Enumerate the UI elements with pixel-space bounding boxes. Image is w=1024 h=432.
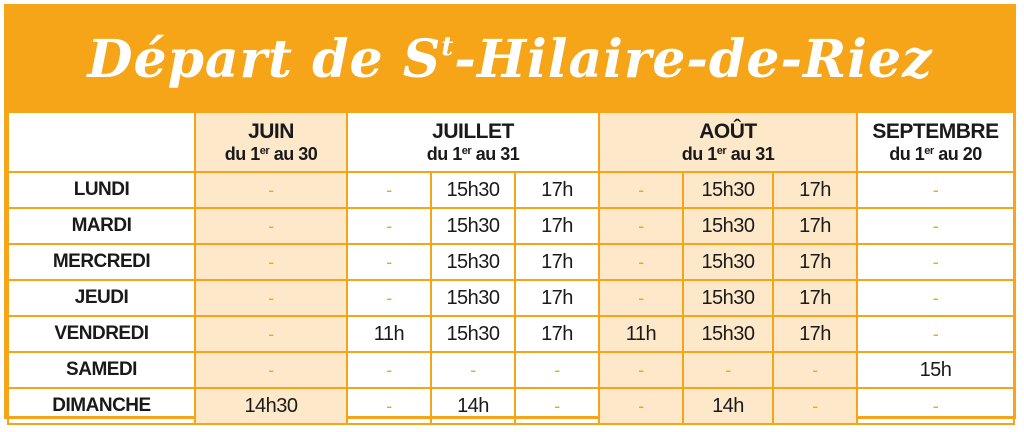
cell-aout: 15h30	[683, 280, 773, 316]
day-label: MARDI	[8, 208, 195, 244]
cell-juillet: -	[431, 352, 515, 388]
timetable	[7, 111, 1015, 425]
cell-septembre: -	[857, 280, 1014, 316]
cell-juillet: -	[347, 388, 431, 424]
schedule-panel	[4, 4, 1016, 419]
cell-juillet: -	[347, 352, 431, 388]
cell-aout: 17h	[773, 208, 857, 244]
page-title: Départ de $S^t-Hilaire-de$-Riez	[87, 28, 933, 90]
table-row	[8, 388, 1014, 424]
cell-juillet: 17h	[515, 172, 599, 208]
cell-juillet: -	[515, 388, 599, 424]
day-label: MERCREDI	[8, 244, 195, 280]
cell-aout: 15h30	[683, 208, 773, 244]
table-row	[8, 244, 1014, 280]
cell-juillet: -	[347, 208, 431, 244]
cell-aout: 15h30	[683, 316, 773, 352]
month-header-aout: AOÛT du 1er au 31	[599, 112, 857, 172]
cell-aout: -	[599, 280, 683, 316]
cell-aout: -	[599, 244, 683, 280]
cell-juin: -	[195, 280, 347, 316]
cell-aout: 15h30	[683, 244, 773, 280]
cell-aout: 14h	[683, 388, 773, 424]
cell-juin: -	[195, 352, 347, 388]
cell-septembre: 15h	[857, 352, 1014, 388]
cell-juin: 14h30	[195, 388, 347, 424]
day-label: LUNDI	[8, 172, 195, 208]
cell-juillet: 11h	[347, 316, 431, 352]
cell-juillet: -	[515, 352, 599, 388]
cell-septembre: -	[857, 388, 1014, 424]
cell-aout: -	[599, 208, 683, 244]
cell-septembre: -	[857, 316, 1014, 352]
title-banner	[7, 7, 1013, 111]
day-label: SAMEDI	[8, 352, 195, 388]
corner-cell	[8, 112, 195, 172]
cell-juillet: 15h30	[431, 244, 515, 280]
month-header-septembre: SEPTEMBRE du 1er au 20	[857, 112, 1014, 172]
cell-septembre: -	[857, 244, 1014, 280]
table-row	[8, 172, 1014, 208]
table-row	[8, 352, 1014, 388]
cell-aout: -	[773, 388, 857, 424]
day-label: DIMANCHE	[8, 388, 195, 424]
cell-juin: -	[195, 172, 347, 208]
cell-juin: -	[195, 208, 347, 244]
cell-aout: 15h30	[683, 172, 773, 208]
cell-juillet: 17h	[515, 244, 599, 280]
cell-aout: -	[683, 352, 773, 388]
cell-juillet: 15h30	[431, 280, 515, 316]
day-label: JEUDI	[8, 280, 195, 316]
cell-juillet: 15h30	[431, 316, 515, 352]
cell-juillet: -	[347, 172, 431, 208]
cell-septembre: -	[857, 208, 1014, 244]
month-header-juin: JUIN du 1er au 30	[195, 112, 347, 172]
cell-aout: 11h	[599, 316, 683, 352]
cell-juin: -	[195, 316, 347, 352]
cell-juillet: 15h30	[431, 208, 515, 244]
table-row	[8, 208, 1014, 244]
cell-juillet: -	[347, 280, 431, 316]
cell-aout: -	[599, 388, 683, 424]
table-row	[8, 280, 1014, 316]
cell-aout: 17h	[773, 172, 857, 208]
cell-aout: 17h	[773, 244, 857, 280]
cell-juillet: 14h	[431, 388, 515, 424]
table-row	[8, 316, 1014, 352]
month-header-juillet: JUILLET du 1er au 31	[347, 112, 599, 172]
cell-aout: 17h	[773, 316, 857, 352]
cell-aout: 17h	[773, 280, 857, 316]
cell-aout: -	[599, 172, 683, 208]
cell-juin: -	[195, 244, 347, 280]
cell-juillet: 15h30	[431, 172, 515, 208]
cell-juillet: 17h	[515, 280, 599, 316]
cell-septembre: -	[857, 172, 1014, 208]
cell-juillet: -	[347, 244, 431, 280]
cell-aout: -	[599, 352, 683, 388]
cell-aout: -	[773, 352, 857, 388]
day-label: VENDREDI	[8, 316, 195, 352]
cell-juillet: 17h	[515, 316, 599, 352]
cell-juillet: 17h	[515, 208, 599, 244]
